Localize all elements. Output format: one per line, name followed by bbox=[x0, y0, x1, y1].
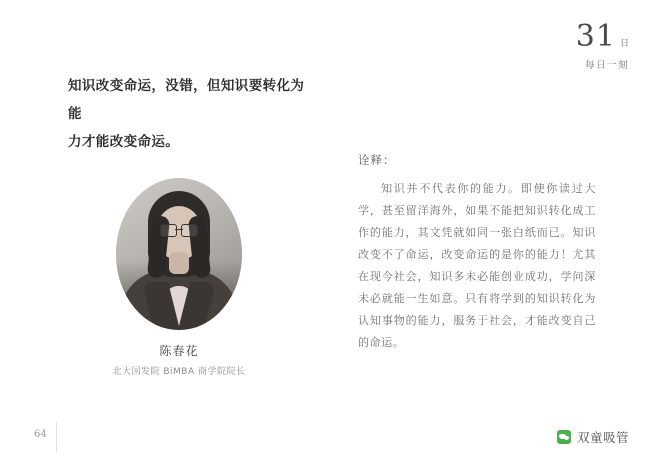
wechat-logo-icon bbox=[557, 430, 571, 444]
footer-divider bbox=[56, 422, 57, 452]
date-block bbox=[575, 19, 629, 71]
date-row bbox=[575, 19, 629, 54]
glasses-bridge-icon bbox=[175, 229, 183, 230]
page-number: 64 bbox=[34, 429, 47, 440]
brand-watermark bbox=[557, 428, 629, 446]
portrait-frame bbox=[116, 178, 242, 330]
headline-line-1: 知识改变命运，没错，但知识要转化为能 bbox=[68, 78, 305, 122]
date-subtitle: 每日一刻 bbox=[584, 60, 629, 71]
glasses-lens-left-icon bbox=[160, 224, 177, 237]
date-unit-label: 日 bbox=[619, 39, 629, 49]
date-number: 31 bbox=[575, 19, 616, 54]
explanation-block bbox=[358, 152, 596, 354]
headline-line-2: 力才能改变命运。 bbox=[68, 134, 180, 150]
brand-name: 双童吸管 bbox=[576, 430, 629, 445]
person-name: 陈春花 bbox=[159, 344, 199, 358]
glasses-lens-right-icon bbox=[181, 224, 198, 237]
explanation-text: 知识并不代表你的能力。即使你读过大学，甚至留洋海外，如果不能把知识转化成工作的能力，其文凭就如同一张白纸而已。知识改变不了命运，改变命运的是你的能力！尤其在现今社会，知识多未必能创业成功，学问深未必就能一生如意。只有将学到的知识转化为认知事物的能力，服务于社会，才能改变自己的命运。 bbox=[358, 182, 596, 349]
person-title: 北大国发院 BiMBA 商学院院长 bbox=[112, 367, 246, 377]
explanation-label: 诠释： bbox=[358, 153, 396, 167]
headline-quote bbox=[68, 72, 318, 156]
explanation-body bbox=[358, 178, 596, 354]
portrait-neck bbox=[169, 252, 189, 274]
portrait-photo bbox=[116, 178, 242, 330]
